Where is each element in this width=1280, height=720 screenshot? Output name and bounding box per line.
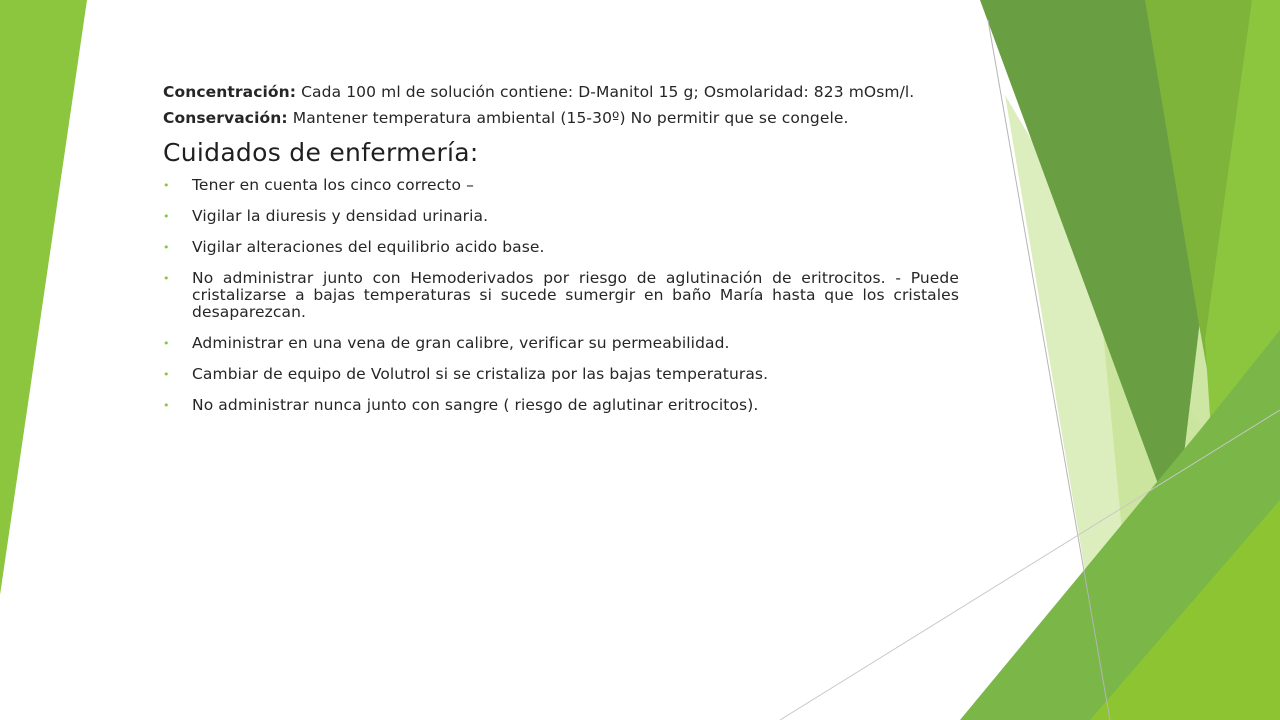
list-item <box>163 397 959 414</box>
list-item <box>163 366 959 383</box>
concentracion-text: Cada 100 ml de solución contiene: D-Manitol 15 g; Osmolaridad: 823 mOsm/l. <box>301 83 915 101</box>
list-item <box>163 270 959 321</box>
bullet-dot-icon: • <box>163 179 170 192</box>
list-item <box>163 239 959 256</box>
conservacion-label: Conservación: <box>163 109 288 127</box>
section-heading: Cuidados de enfermería: <box>163 138 479 167</box>
conservacion-paragraph <box>163 110 959 127</box>
bullet-dot-icon: • <box>163 241 170 254</box>
list-item <box>163 177 959 194</box>
conservacion-text: Mantener temperatura ambiental (15-30º) No permitir que se congele. <box>292 109 849 127</box>
list-item-text: Cambiar de equipo de Volutrol si se cristaliza por las bajas temperaturas. <box>192 365 769 383</box>
bullet-dot-icon: • <box>163 368 170 381</box>
concentracion-paragraph <box>163 84 959 101</box>
left-green-triangle <box>0 0 87 595</box>
concentracion-label: Concentración: <box>163 83 297 101</box>
list-item-text: Vigilar alteraciones del equilibrio acido base. <box>192 238 545 256</box>
bullet-dot-icon: • <box>163 210 170 223</box>
care-bullet-list <box>163 177 959 414</box>
list-item-text: Vigilar la diuresis y densidad urinaria. <box>192 207 489 225</box>
list-item <box>163 208 959 225</box>
bullet-dot-icon: • <box>163 337 170 350</box>
slide-content <box>163 84 959 428</box>
bullet-dot-icon: • <box>163 272 170 285</box>
bullet-dot-icon: • <box>163 399 170 412</box>
list-item-text: Tener en cuenta los cinco correcto – <box>192 176 474 194</box>
list-item-text: No administrar nunca junto con sangre ( riesgo de aglutinar eritrocitos). <box>192 396 759 414</box>
list-item-text: No administrar junto con Hemoderivados por riesgo de aglutinación de eritrocitos. - Puede cristalizarse a bajas temperaturas si sucede sumergir en baño María hasta que los cristales desaparezcan. <box>192 269 959 321</box>
list-item-text: Administrar en una vena de gran calibre, verificar su permeabilidad. <box>192 334 730 352</box>
list-item <box>163 335 959 352</box>
